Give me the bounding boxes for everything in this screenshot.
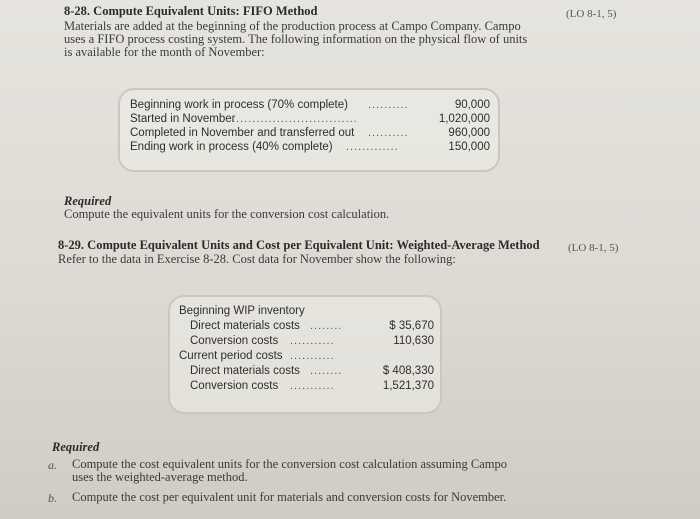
required-item-a	[72, 458, 507, 484]
table-row-value: $ 35,670	[389, 320, 434, 332]
required-label: Required	[64, 194, 112, 208]
table-header: Current period costs	[179, 350, 283, 362]
paragraph-line: is available for the month of November:	[64, 45, 265, 59]
exercise-8-28-paragraph	[64, 20, 527, 59]
exercise-8-28-heading: 8-28. Compute Equivalent Units: FIFO Method	[64, 4, 318, 18]
leader-dots: ...............................	[232, 113, 358, 125]
leader-dots: ..........	[368, 99, 409, 111]
table-row-value: 90,000	[454, 99, 490, 111]
leader-dots: .............	[346, 141, 399, 153]
table-row-label: Beginning work in process (70% complete)	[130, 99, 348, 111]
leader-dots: ........	[310, 320, 343, 332]
table-row-label: Ending work in process (40% complete)	[130, 141, 333, 153]
physical-flow-table	[118, 88, 500, 172]
table-row-value: $ 408,330	[382, 365, 434, 377]
table-row-value: 1,521,370	[382, 380, 434, 392]
table-row-label: Completed in November and transferred out	[130, 127, 355, 139]
leader-dots: ...........	[290, 335, 335, 347]
table-row-value: 110,630	[393, 335, 434, 347]
item-line: uses the weighted-average method.	[72, 470, 248, 484]
item-line: Compute the cost per equivalent unit for materials and conversion costs for November.	[72, 490, 507, 504]
leader-dots: ........	[310, 365, 343, 377]
leader-dots: ...........	[290, 380, 335, 392]
required-item-b	[72, 491, 506, 504]
table-row-label: Conversion costs	[190, 380, 279, 392]
exercise-8-29-heading: 8-29. Compute Equivalent Units and Cost per Equivalent Unit: Weighted-Average Method	[58, 238, 540, 252]
item-line: Compute the cost equivalent units for the conversion cost calculation assuming Campo	[72, 457, 507, 471]
table-header: Beginning WIP inventory	[179, 305, 305, 317]
required-label: Required	[52, 440, 100, 454]
paragraph-line: Materials are added at the beginning of the production process at Campo Company. Campo	[64, 19, 521, 33]
required-text: Compute the equivalent units for the conversion cost calculation.	[64, 207, 390, 221]
cost-data-table	[168, 295, 442, 414]
item-letter-a: a.	[48, 458, 57, 472]
exercise-8-29-paragraph: Refer to the data in Exercise 8-28. Cost data for November show the following:	[58, 252, 456, 266]
table-row-label: Direct materials costs	[190, 365, 300, 377]
item-letter-b: b.	[48, 491, 57, 505]
leader-dots: ...........	[290, 350, 335, 362]
table-row-label: Started in November	[130, 113, 236, 125]
leader-dots: ..........	[368, 127, 409, 139]
exercise-8-29-lo: (LO 8-1, 5)	[568, 242, 619, 254]
table-row-label: Conversion costs	[190, 335, 279, 347]
table-row-label: Direct materials costs	[190, 320, 300, 332]
table-row-value: 960,000	[448, 127, 490, 139]
table-row-value: 150,000	[448, 141, 490, 153]
exercise-8-28-lo: (LO 8-1, 5)	[566, 8, 617, 20]
paragraph-line: uses a FIFO process costing system. The following information on the physical flow of units	[64, 32, 528, 46]
table-row-value: 1,020,000	[438, 113, 490, 125]
